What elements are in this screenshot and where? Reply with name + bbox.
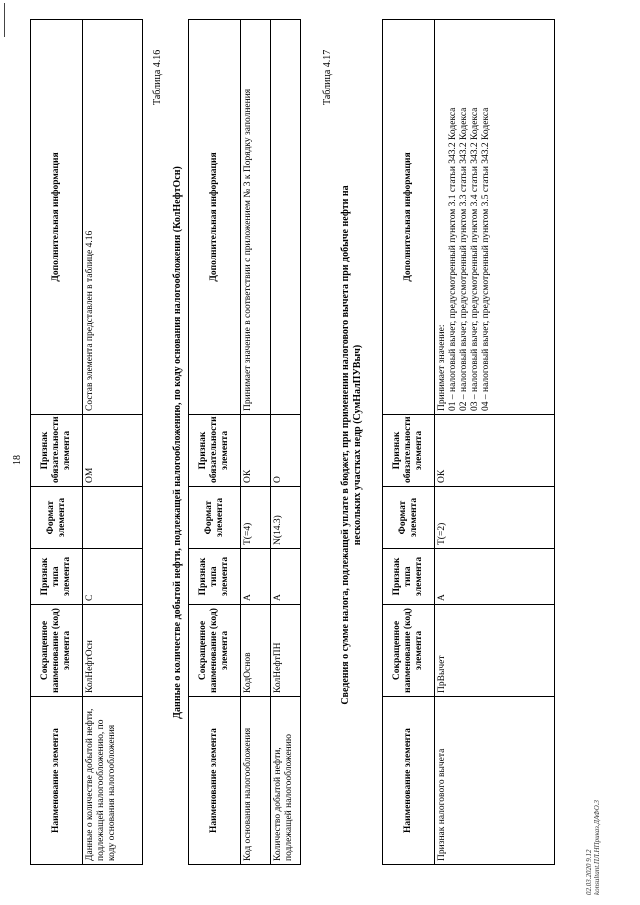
cell-info	[435, 20, 555, 415]
table-label-4-16: Таблица 4.16	[152, 49, 163, 105]
header-format: Формат элемента	[31, 487, 83, 549]
header-format: Формат элемента	[189, 487, 241, 549]
info-intro: Принимает значение:	[437, 324, 447, 411]
table-row	[435, 20, 555, 865]
header-type: Признак типа элемента	[31, 549, 83, 605]
header-code: Сокращенное наименование (код) элемента	[31, 605, 83, 697]
header-info: Дополнительная информация	[31, 20, 83, 415]
header-name: Наименование элемента	[31, 697, 83, 865]
header-info: Дополнительная информация	[383, 20, 435, 415]
header-code: Сокращенное наименование (код) элемента	[189, 605, 241, 697]
info-item: 02 – налоговый вычет, предусмотренный пунктом 3.3 статьи 343.2 Кодекса	[458, 107, 469, 411]
cell-code: КолНефтОсн	[83, 605, 143, 697]
header-info: Дополнительная информация	[189, 20, 241, 415]
cell-type: А	[271, 549, 301, 605]
header-name: Наименование элемента	[189, 697, 241, 865]
cell-code: КолНефтПН	[271, 605, 301, 697]
table-row	[83, 20, 143, 865]
cell-type: А	[241, 549, 271, 605]
table-title-4-17: Сведения о сумме налога, подлежащей уплате в бюджет, при применении налогового вычета при добыче нефти на нескольких участках недр (СумНалПУВыч)	[340, 185, 363, 705]
header-required: Признак обязательности элемента	[383, 415, 435, 487]
cell-required: ОК	[241, 415, 271, 487]
header-type: Признак типа элемента	[383, 549, 435, 605]
header-required: Признак обязательности элемента	[31, 415, 83, 487]
cell-format: N(14.3)	[271, 487, 301, 549]
table-title-4-16: Данные о количестве добытой нефти, подлежащей налогообложению, по коду основания налогообложения (КолНефтОсн)	[172, 166, 183, 719]
header-name: Наименование элемента	[383, 697, 435, 865]
cell-type: С	[83, 549, 143, 605]
table-row	[271, 20, 301, 865]
table-label-4-17: Таблица 4.17	[322, 49, 333, 105]
cell-name: Количество добытой нефти, подлежащей налогообложению	[271, 697, 301, 865]
cell-required: О	[271, 415, 301, 487]
header-required: Признак обязательности элемента	[189, 415, 241, 487]
table-header-row	[383, 20, 435, 865]
table-header-row	[31, 20, 83, 865]
header-format: Формат элемента	[383, 487, 435, 549]
cell-format: T(=4)	[241, 487, 271, 549]
cell-code: ПрВычет	[435, 605, 555, 697]
table-row	[241, 20, 271, 865]
cell-name: Данные о количестве добытой нефти, подлежащей налогообложению, по коду основания налогообложения	[83, 697, 143, 865]
header-code: Сокращенное наименование (код) элемента	[383, 605, 435, 697]
page-number: 18	[12, 455, 23, 465]
top-rule	[4, 3, 5, 37]
info-item: 04 – налоговый вычет, предусмотренный пунктом 3.5 статьи 343.2 Кодекса	[480, 107, 491, 411]
footer-line-1: 02.03.2020 9.12	[585, 849, 593, 895]
cell-info: Состав элемента представлен в таблице 4.16	[83, 20, 143, 415]
cell-info: Принимает значение в соответствии с приложением № 3 к Порядку заполнения	[241, 20, 271, 415]
table-header-row	[189, 20, 241, 865]
info-item: 03 – налоговый вычет, предусмотренный пунктом 3.4 статьи 343.2 Кодекса	[469, 107, 480, 411]
cell-format	[83, 487, 143, 549]
table-4-17	[382, 19, 555, 865]
footer-stamp	[585, 800, 602, 895]
cell-required: ОМ	[83, 415, 143, 487]
cell-name: Код основания налогообложения	[241, 697, 271, 865]
table-4-16	[188, 19, 301, 865]
cell-info	[271, 20, 301, 415]
cell-type: А	[435, 549, 555, 605]
info-item: 01 – налоговый вычет, предусмотренный пунктом 3.1 статьи 343.2 Кодекса	[447, 107, 458, 411]
cell-format: T(=2)	[435, 487, 555, 549]
cell-required: ОК	[435, 415, 555, 487]
table-continuation	[30, 19, 143, 865]
cell-name: Признак налогового вычета	[435, 697, 555, 865]
header-type: Признак типа элемента	[189, 549, 241, 605]
footer-line-2: konsultant.ПЛ.НПриказ.ДАФО.3	[593, 799, 602, 895]
cell-code: КодОснов	[241, 605, 271, 697]
